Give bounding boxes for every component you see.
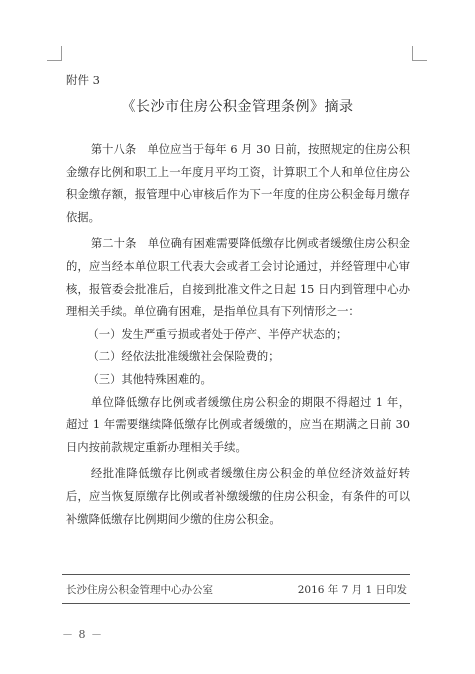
footer-date: 2016 年 7 月 1 日印发 <box>297 584 407 596</box>
crop-mark-top-left <box>47 46 62 61</box>
crop-mark-top-right <box>412 46 427 61</box>
footer-divider-top <box>62 574 410 575</box>
footer-divider-bottom <box>62 603 410 604</box>
list-item: （一）发生严重亏损或者处于停产、半停产状态的； <box>87 327 348 341</box>
attachment-label: 附件 3 <box>66 73 100 87</box>
page-number: － 8 － <box>62 628 103 641</box>
deferral-period-paragraph: 单位降低缴存比例或者缓缴住房公积金的期限不得超过 1 年，超过 1 年需要继续降低缴存比例或者缓缴的，应当在期满之日前 30 日内按前款规定重新办理相关手续。 <box>66 395 410 454</box>
article-18-paragraph: 第十八条 单位应当于每年 6 月 30 日前，按照规定的住房公积金缴存比例和职工上一年度月平均工资，计算职工个人和单位住房公积金缴存额，报管理中心审核后作为下一年度的住房公积金每月缴存依据。 <box>66 143 410 224</box>
list-item: （三）其他特殊困难的。 <box>87 372 212 386</box>
document-body <box>66 139 410 531</box>
footer-issuer: 长沙住房公积金管理中心办公室 <box>66 584 213 596</box>
article-20-paragraph: 第二十条 单位确有困难需要降低缴存比例或者缓缴住房公积金的，应当经本单位职工代表大会或者工会讨论通过，并经管理中心审核，报管委会批准后，自接到批准文件之日起 15 日内到管理中心办理相关手续。单位确有困难，是指单位具有下列情形之一： <box>66 237 410 319</box>
document-title: 《长沙市住房公积金管理条例》摘录 <box>121 99 354 115</box>
list-item: （二）经依法批准缓缴社会保险费的； <box>87 350 280 364</box>
restoration-paragraph: 经批准降低缴存比例或者缓缴住房公积金的单位经济效益好转后，应当恢复原缴存比例或者补缴缓缴的住房公积金，有条件的可以补缴降低缴存比例期间少缴的住房公积金。 <box>66 467 410 526</box>
